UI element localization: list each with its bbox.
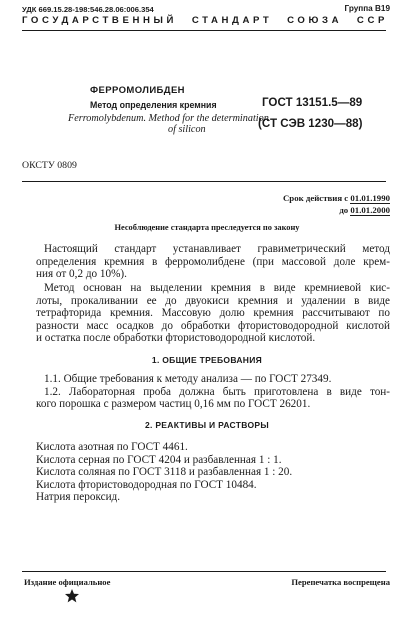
- reagent-item: Кислота соляная по ГОСТ 3118 и разбавленная 1 : 20.: [36, 466, 293, 479]
- validity-from-date: 01.01.1990: [350, 193, 390, 203]
- reagent-item: Натрия пероксид.: [36, 491, 121, 504]
- validity-to: [339, 205, 390, 215]
- section1-line: 1.2. Лабораторная проба должна быть приготовлена в виде тон-: [44, 385, 390, 398]
- header-rule: [22, 30, 386, 31]
- method-line: и остатка после обработки фтористоводородной кислотой.: [36, 332, 316, 345]
- standard-header: ГОСУДАРСТВЕННЫЙ СТАНДАРТ СОЮЗА ССР: [22, 15, 388, 26]
- intro-line: определения кремния в ферромолибдене (при массовой доле крем-: [36, 255, 390, 268]
- official-edition: Издание официальное: [24, 577, 111, 587]
- intro-line: Настоящий стандарт устанавливает гравиметрический метод: [44, 243, 390, 255]
- section1-line: 1.1. Общие требования к методу анализа — по ГОСТ 27349.: [44, 373, 332, 385]
- reagent-item: Кислота серная по ГОСТ 4204 и разбавленная 1 : 1.: [36, 453, 282, 466]
- method-line: лоты, прокаливании ее до двуокиси кремния и удалении в виде: [36, 294, 390, 307]
- intro-paragraph: [36, 243, 390, 281]
- method-line: Метод основан на выделении кремния в виде кремниевой кис-: [44, 282, 390, 294]
- sev-number: (СТ СЭВ 1230—88): [258, 117, 363, 130]
- section1-line: кого порошка с размером частиц 0,16 мм по ГОСТ 26201.: [36, 398, 311, 411]
- reagent-item: Кислота фтористоводородная по ГОСТ 10484.: [36, 478, 257, 491]
- udk-code: УДК 669.15.28-198:546.28.06:006.354: [22, 5, 154, 14]
- title-en-line1: Ferromolybdenum. Method for the determination: [68, 113, 269, 124]
- legal-note: Несоблюдение стандарта преследуется по закону: [114, 223, 300, 232]
- footer-rule: [22, 571, 386, 572]
- reagent-item: Кислота азотная по ГОСТ 4461.: [36, 441, 188, 453]
- title-rule: [22, 181, 386, 182]
- star-icon: [64, 588, 80, 604]
- okstu-code: ОКСТУ 0809: [22, 160, 77, 171]
- method-line: тетрафторида кремния. Массовую долю кремния рассчитывают по: [36, 307, 390, 320]
- intro-line: ния от 0,2 до 10%).: [36, 268, 127, 281]
- doc-subtitle: Метод определения кремния: [90, 100, 217, 110]
- reagents-list: [36, 441, 292, 504]
- validity-label: Срок действия с: [282, 193, 349, 203]
- gost-number: ГОСТ 13151.5—89: [262, 96, 363, 109]
- title-en-line2: of silicon: [168, 124, 206, 135]
- validity-from: [283, 193, 390, 203]
- reprint-prohibited: Перепечатка воспрещена: [291, 577, 390, 587]
- group-code: Группа В19: [344, 4, 390, 13]
- method-paragraph: [36, 282, 390, 345]
- section1-heading: 1. ОБЩИЕ ТРЕБОВАНИЯ: [151, 355, 263, 365]
- section2-heading: 2. РЕАКТИВЫ И РАСТВОРЫ: [144, 420, 270, 430]
- validity-to-date: 01.01.2000: [350, 205, 390, 215]
- method-line: разности масс осадков до обработки фтористоводородной кислотой: [36, 319, 390, 332]
- doc-title: ФЕРРОМОЛИБДЕН: [90, 85, 185, 96]
- section1-text: [36, 373, 390, 411]
- validity-to-label: до: [339, 205, 349, 215]
